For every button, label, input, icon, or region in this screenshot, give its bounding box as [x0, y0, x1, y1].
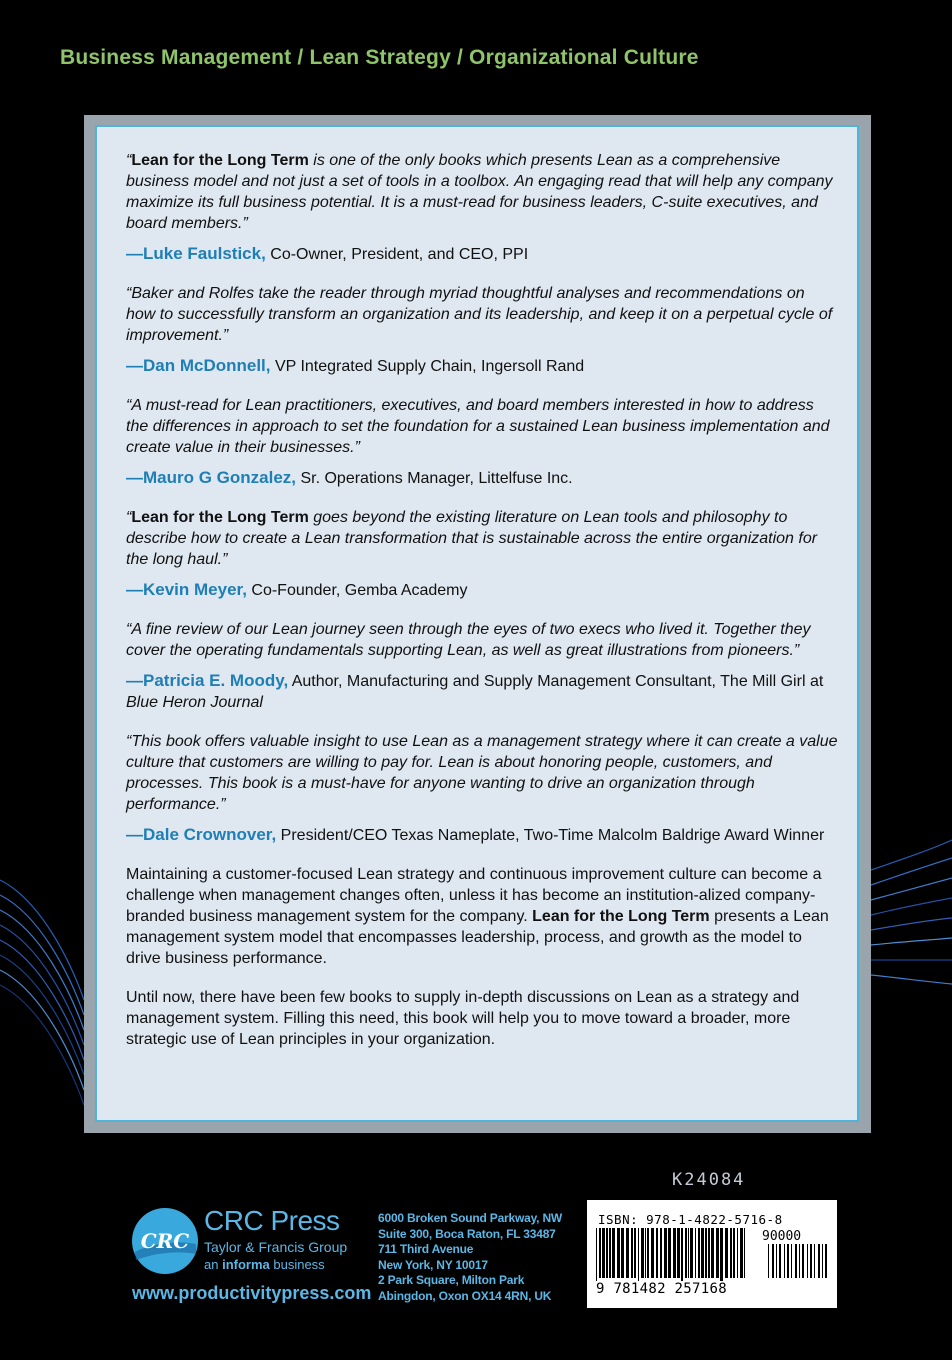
- endorser-role: President/CEO Texas Nameplate, Two-Time Malcolm Baldrige Award Winner: [276, 827, 825, 844]
- barcode-bar: [720, 1228, 723, 1284]
- endorser-role: VP Integrated Supply Chain, Ingersoll Rand: [270, 358, 585, 375]
- endorsement-attribution: [126, 467, 838, 489]
- barcode-bar: [814, 1244, 815, 1278]
- barcode-bar: [784, 1244, 785, 1278]
- barcode-bar: [621, 1228, 624, 1278]
- endorser-name: —Mauro G Gonzalez,: [126, 468, 297, 487]
- barcode-bar: [791, 1244, 792, 1278]
- barcode-bar: [685, 1228, 687, 1278]
- endorsement-attribution: [126, 579, 838, 601]
- endorser-name: —Dale Crownover,: [126, 825, 277, 844]
- barcode-bar: [705, 1228, 707, 1278]
- isbn-text: ISBN: 978-1-4822-5716-8: [598, 1212, 783, 1227]
- barcode-bar: [810, 1244, 812, 1278]
- barcode-bar: [673, 1228, 676, 1278]
- price-code: 90000: [762, 1229, 802, 1244]
- barcode-bar: [807, 1244, 808, 1278]
- barcode-bar: [708, 1228, 710, 1278]
- barcode-bar: [617, 1228, 620, 1278]
- barcode-bar: [638, 1228, 639, 1284]
- book-title: Lean for the Long Term: [131, 509, 309, 526]
- barcode-bar: [599, 1228, 601, 1278]
- endorsement-quote: “A must-read for Lean practitioners, executives, and board members interested in how to address the differences in approach to set the foundation for a sustained Lean business implementation and create value in their businesses.”: [126, 397, 830, 456]
- endorser-role: Co-Founder, Gemba Academy: [246, 582, 468, 599]
- barcode-bar: [606, 1228, 608, 1278]
- barcode-bar: [822, 1244, 823, 1278]
- crc-logo-icon: [130, 1206, 200, 1276]
- endorsement-quote: “Lean for the Long Term goes beyond the existing literature on Lean tools and philosophy to describe how to create a Lean transformation that is sustainable across the entire organization for the long haul.”: [126, 509, 818, 568]
- barcode-bar: [711, 1228, 714, 1278]
- endorser-name: —Kevin Meyer,: [126, 580, 247, 599]
- endorser-name: —Patricia E. Moody,: [126, 671, 289, 690]
- endorsement-attribution: [126, 243, 838, 265]
- barcode-bar: [688, 1228, 689, 1278]
- barcode-bar: [825, 1244, 827, 1278]
- barcode-bar: [645, 1228, 646, 1278]
- endorser-name: —Luke Faulstick,: [126, 244, 266, 263]
- barcode-bar: [740, 1228, 743, 1278]
- address-line: 711 Third Avenue: [378, 1242, 474, 1256]
- barcode-bar: [818, 1244, 820, 1278]
- publisher-group: Taylor & Francis Group: [204, 1239, 348, 1255]
- barcode-bar: [690, 1228, 693, 1278]
- barcode-bar: [664, 1228, 667, 1278]
- address-line: 2 Park Square, Milton Park: [378, 1273, 525, 1287]
- endorsement-quote: “A fine review of our Lean journey seen through the eyes of two execs who lived it. Together they cover the operating fundamentals supporting Lean, as well as great illustrations from pioneers.”: [126, 621, 811, 659]
- barcode-bar: [612, 1228, 615, 1278]
- logo-text: CRC: [140, 1229, 190, 1253]
- description-paragraph-2: Until now, there have been few books to supply in-depth discussions on Lean as a strategy and management system. Filling this need, this book will help you to move toward a broader, more strategic use of Lean principles in your organization.: [126, 989, 800, 1048]
- catalog-code: K24084: [672, 1170, 746, 1190]
- barcode-bar: [737, 1228, 738, 1278]
- endorser-role: Sr. Operations Manager, Littelfuse Inc.: [296, 470, 573, 487]
- barcode-bar: [772, 1244, 774, 1278]
- barcode-bar: [795, 1244, 797, 1278]
- barcode-bar: [634, 1228, 636, 1278]
- barcode-bar: [660, 1228, 662, 1278]
- barcode-bar: [730, 1228, 732, 1278]
- address-line: Suite 300, Boca Raton, FL 33487: [378, 1226, 556, 1241]
- barcode-bar: [701, 1228, 704, 1278]
- book-title: Lean for the Long Term: [532, 908, 710, 925]
- barcode-bar: [602, 1228, 605, 1278]
- barcode-bar: [695, 1228, 696, 1278]
- barcode-bar: [802, 1244, 804, 1278]
- endorser-name: —Dan McDonnell,: [126, 356, 271, 375]
- barcode-bar: [641, 1228, 644, 1278]
- barcode-bar: [609, 1228, 611, 1278]
- publisher-addresses: [378, 1211, 562, 1304]
- description-paragraph-1: Maintaining a customer-focused Lean strategy and continuous improvement culture can become a challenge when management changes often, unless it has become an institution-alized company-branded business management system for the company. Lean for the Long Term presents a Lean management system model that encompasses leadership, process, and growth as the model to drive business performance.: [126, 866, 829, 967]
- barcode-bar: [656, 1228, 658, 1278]
- address-line: Abingdon, Oxon OX14 4RN, UK: [378, 1288, 552, 1303]
- publisher-website: www.productivitypress.com: [132, 1283, 372, 1303]
- endorsement-quote: “This book offers valuable insight to use Lean as a management strategy where it can create a value culture that customers are willing to pay for. Lean is about honoring people, customers, and processes. This book is a must-have for anyone wanting to drive an organization through performance.”: [126, 733, 838, 813]
- barcode-bar: [681, 1228, 683, 1284]
- barcode-bar: [768, 1244, 769, 1278]
- publisher-business: an informa business: [204, 1257, 325, 1272]
- barcode-bar: [725, 1228, 728, 1278]
- barcode-bar: [698, 1228, 700, 1278]
- barcode-bar: [776, 1244, 777, 1278]
- barcode-bar: [626, 1228, 629, 1278]
- barcode-bar: [631, 1228, 633, 1278]
- endorser-role: Co-Owner, President, and CEO, PPI: [265, 246, 529, 263]
- barcode-bar: [799, 1244, 800, 1278]
- barcode-bar: [668, 1228, 671, 1278]
- address-line: 6000 Broken Sound Parkway, NW: [378, 1211, 563, 1225]
- barcode-bar: [596, 1228, 597, 1284]
- endorsement-quote: “Lean for the Long Term is one of the only books which presents Lean as a comprehensive business model and not just a set of tools in a toolbox. An engaging read that will help any company maximize its full business potential. It is a must-read for business leaders, C-suite executives, and board members.”: [126, 152, 833, 232]
- barcode-bar: [779, 1244, 781, 1278]
- barcode-bar: [716, 1228, 719, 1278]
- panel-content: [126, 150, 838, 1068]
- barcode-bar: [733, 1228, 735, 1278]
- endorser-role: Author, Manufacturing and Supply Management Consultant, The Mill Girl at: [288, 673, 824, 690]
- publication-title: Blue Heron Journal: [126, 694, 263, 711]
- endorsement-attribution: [126, 670, 838, 713]
- barcode-bar: [651, 1228, 654, 1278]
- publisher-name: CRC Press: [204, 1205, 340, 1236]
- barcode-bar: [787, 1244, 789, 1278]
- barcode-bar: [677, 1228, 680, 1278]
- book-title: Lean for the Long Term: [131, 152, 309, 169]
- barcode-number: 9 781482 257168: [596, 1281, 727, 1297]
- barcode-bar: [647, 1228, 649, 1278]
- category-header: Business Management / Lean Strategy / Organizational Culture: [60, 46, 699, 69]
- address-line: New York, NY 10017: [378, 1257, 488, 1272]
- endorsement-attribution: [126, 355, 838, 377]
- endorsement-quote: “Baker and Rolfes take the reader through myriad thoughtful analyses and recommendations on how to successfully transform an organization and its leadership, and keep it on a perpetual cycle of improvement.”: [126, 285, 833, 344]
- endorsement-attribution: [126, 824, 838, 846]
- barcode-bar: [744, 1228, 745, 1278]
